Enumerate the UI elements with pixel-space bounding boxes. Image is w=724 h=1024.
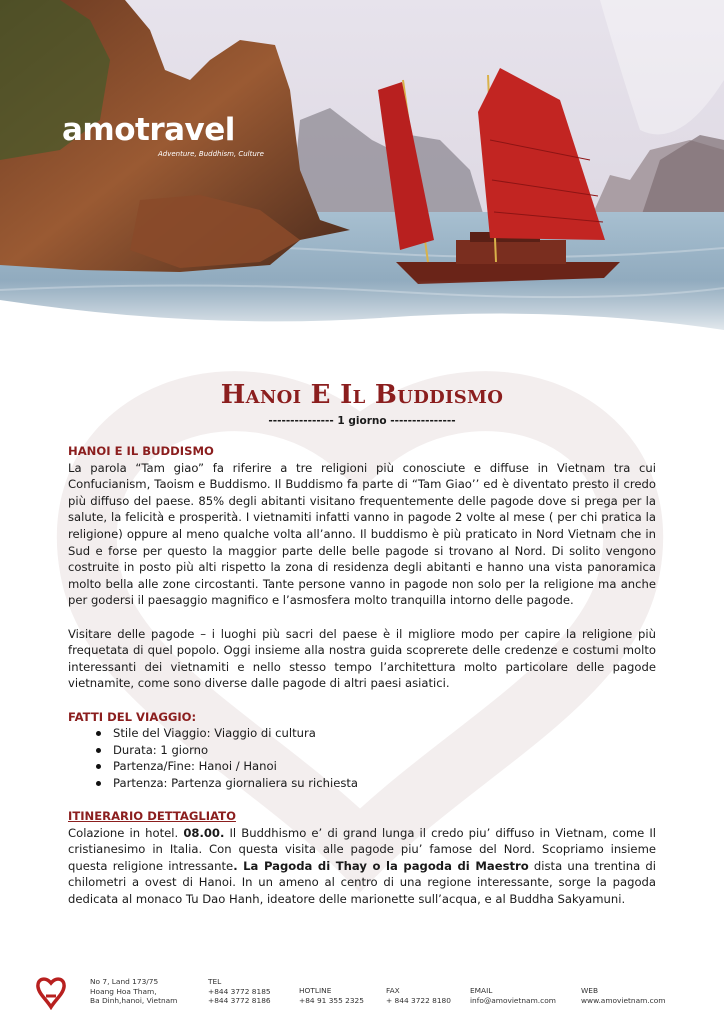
footer-address <box>90 977 177 1006</box>
tel-number[interactable]: +844 3772 8185 <box>208 986 271 996</box>
web-link[interactable]: www.amovietnam.com <box>581 995 666 1005</box>
itinerary-text: dista una trentina di chilometri a ovest di Hanoi. In un ameno al centro di una regione interessante, sorge la pagoda dedicata al monaco Tu Dao Hanh, ideatore delle marionette sull’acqua, e al Buddha Sakyamuni. <box>68 858 656 907</box>
header-photo <box>0 0 724 345</box>
visit-paragraph: Visitare delle pagode – i luoghi più sacri del paese è il migliore modo per capire la religione più frequetata di quel popolo. Oggi insieme alla nostra guida scoprerete delle credenze e costumi molto interessanti dei vietnamiti e nello stesso tempo l’architettura molto particolare delle pagode vietnamite, come sono diverse dalle pagode di altri paesi asiatici. <box>68 626 656 691</box>
itinerary-text: Colazione in hotel. <box>68 825 184 840</box>
page-title: Hanoi E Il Buddismo <box>220 380 504 410</box>
main-content <box>68 443 656 908</box>
footer-tel <box>208 977 271 1006</box>
footer-hotline <box>299 986 364 1005</box>
section-heading-hanoi: HANOI E IL BUDDISMO <box>68 444 214 458</box>
facts-list <box>68 725 656 791</box>
section-heading-facts: FATTI DEL VIAGGIO: <box>68 709 197 724</box>
footer <box>0 968 724 1024</box>
itinerary-time: 08.00. <box>183 825 225 840</box>
hotline-number[interactable]: +84 91 355 2325 <box>299 995 364 1005</box>
list-item: Partenza/Fine: Hanoi / Hanoi <box>96 758 656 775</box>
footer-web <box>581 986 665 1005</box>
list-item: Stile del Viaggio: Viaggio di cultura <box>96 725 656 742</box>
list-item: Durata: 1 giorno <box>96 742 656 759</box>
footer-fax <box>386 986 451 1005</box>
itinerary-text: Il Buddhismo e’ di grand lunga il credo piu’ diffuso in Vietnam, come Il cristianesimo in Italia. Con questa visita alle pagode piu’ famose del Nord. Scopriamo insieme questa religione intressante <box>68 825 656 873</box>
tel-number[interactable]: +844 3772 8186 <box>208 996 271 1006</box>
itinerary-highlight: . La Pagoda di Thay o la pagoda di Maestro <box>233 858 529 873</box>
fax-label: FAX <box>386 986 400 995</box>
email-link[interactable]: info@amovietnam.com <box>470 995 556 1005</box>
brand-tagline: Adventure, Buddhism, Culture <box>158 150 264 158</box>
footer-email <box>470 986 556 1005</box>
address-line: No 7, Land 173/75 <box>90 977 159 986</box>
web-label: WEB <box>581 986 599 995</box>
email-label: EMAIL <box>470 986 493 995</box>
list-item: Partenza: Partenza giornaliera su richiesta <box>96 775 656 792</box>
brand-name: amotravel <box>62 112 235 148</box>
tel-label: TEL <box>208 977 222 986</box>
address-line: Ba Dinh,hanoi, Vietnam <box>90 996 178 1006</box>
brand-logo[interactable] <box>62 112 264 158</box>
address-line: Hoang Hoa Tham, <box>90 986 157 996</box>
intro-paragraph: La parola “Tam giao” fa riferire a tre religioni più conosciute e diffuse in Vietnam tra cui Confucianism, Taoism e Buddismo. Il Buddismo fa parte di “Tam Giao’’ ed è diventato presto il credo più diffuso del paese. 85% degli abitanti visitano frequentemente delle pagode dove si prega per la salute, la felicità e prosperità. I vietnamiti infatti vanno in pagode 2 volte al mese ( per chi pratica la religione) oppure al meno qualche volta all’anno. Il buddismo è più praticato in Nord Vietnam che in Sud e forse per questo la maggior parte delle belle pagode si trovano al Nord. Di solito vengono costruite in posto più alti rispetto la zona di residenza degli abitanti e hanno una vista panoramica molto bella alle zone circostanti. Tante persone vanno in pagode non solo per la religione ma anche per godersi il paesaggio magnifico e l’asmosfera molto tranquilla intorno delle pagode. <box>68 460 656 608</box>
itinerary-paragraph <box>68 825 656 908</box>
section-heading-itinerary: ITINERARIO DETTAGLIATO <box>68 809 236 824</box>
hotline-label: HOTLINE <box>299 986 332 995</box>
heart-logo-icon <box>36 976 66 1010</box>
fax-number: + 844 3722 8180 <box>386 995 451 1005</box>
halong-bay-illustration <box>0 0 724 345</box>
duration-line: --------------- 1 giorno --------------- <box>268 415 456 427</box>
